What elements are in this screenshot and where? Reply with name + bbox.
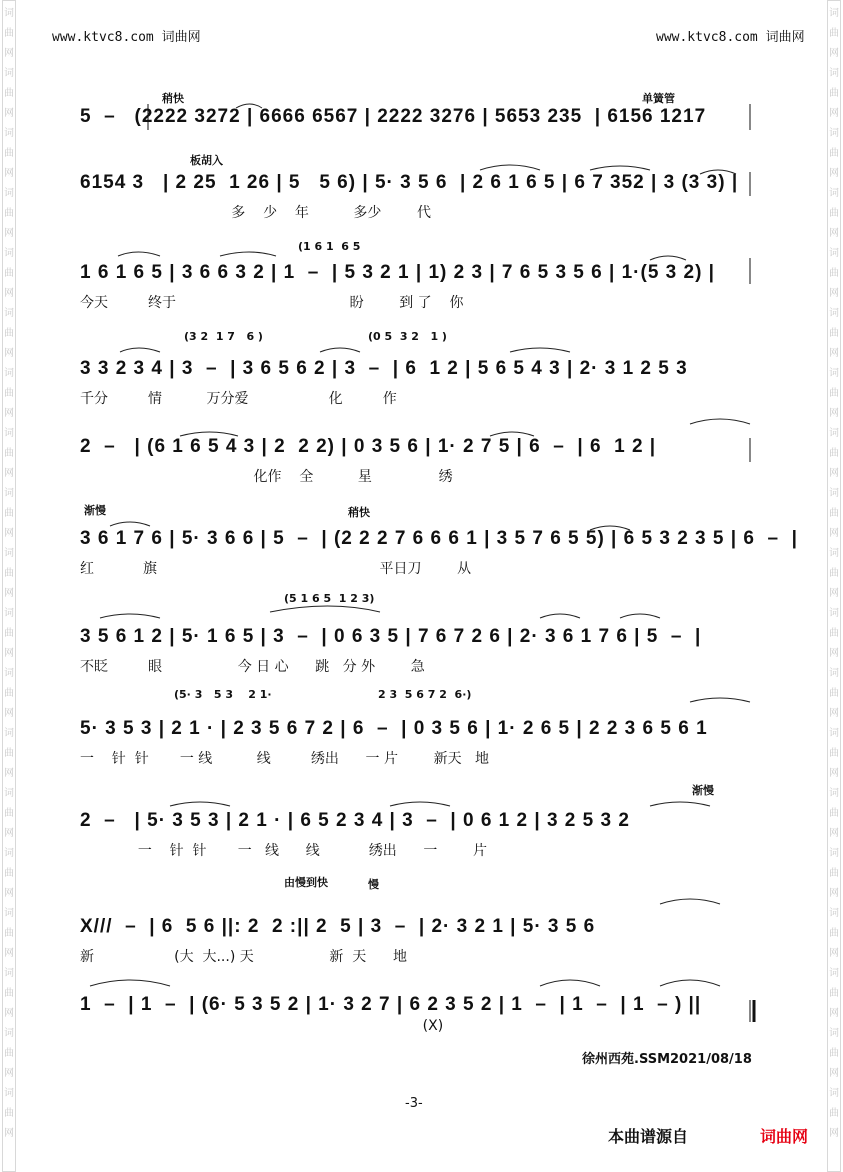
tempo-annotation: 稍快	[348, 506, 370, 519]
ornament-annotation: (0 5 3 2 1 )	[368, 330, 447, 343]
watermark-char: 网	[4, 528, 14, 539]
watermark-char: 网	[4, 648, 14, 659]
watermark-char: 词	[829, 788, 839, 799]
watermark-char: 曲	[4, 1108, 14, 1119]
watermark-char: 曲	[4, 88, 14, 99]
watermark-char: 曲	[829, 388, 839, 399]
watermark-char: 词	[4, 68, 14, 79]
watermark-char: 词	[829, 848, 839, 859]
watermark-char: 词	[4, 728, 14, 739]
watermark-char: 曲	[829, 28, 839, 39]
watermark-char: 网	[4, 48, 14, 59]
watermark-char: 词	[829, 128, 839, 139]
watermark-char: 网	[4, 1068, 14, 1079]
watermark-char: 词	[4, 908, 14, 919]
watermark-char: 网	[829, 948, 839, 959]
watermark-char: 曲	[829, 1048, 839, 1059]
watermark-char: 词	[4, 788, 14, 799]
instrument-annotation: 单簧管	[642, 92, 675, 105]
watermark-char: 词	[829, 8, 839, 19]
watermark-char: 网	[4, 588, 14, 599]
watermark-char: 曲	[829, 268, 839, 279]
watermark-char: 曲	[4, 328, 14, 339]
watermark-char: 词	[829, 1028, 839, 1039]
watermark-char: 网	[829, 1068, 839, 1079]
source-brand-link[interactable]: 词曲网	[760, 1127, 809, 1146]
watermark-char: 词	[829, 68, 839, 79]
watermark-char: 词	[4, 308, 14, 319]
watermark-char: 词	[829, 368, 839, 379]
notation-line: 5· 3 5 3 | 2 1 · | 2 3 5 6 7 2 | 6 – | 0 3 5 6 | 1· 2 6 5 | 2 2 3 6 5 6 1	[80, 718, 708, 739]
watermark-char: 网	[4, 828, 14, 839]
notation-line: 1 – | 1 – | (6· 5 3 5 2 | 1· 3 2 7 | 6 2 3 5 2 | 1 – | 1 – | 1 – ) ||	[80, 994, 702, 1015]
watermark-char: 网	[829, 528, 839, 539]
watermark-char: 词	[4, 1028, 14, 1039]
watermark-char: 词	[829, 428, 839, 439]
signature: 徐州西苑.SSM2021/08/18	[582, 1052, 752, 1067]
lyrics-line: 新 (大 大...) 天 新 天 地	[80, 949, 407, 965]
watermark-char: 词	[829, 188, 839, 199]
notation-line: 5 – (2222 3272 | 6666 6567 | 2222 3276 | 5653 235 | 6156 1217	[80, 106, 707, 127]
watermark-char: 网	[829, 288, 839, 299]
watermark-char: 词	[4, 368, 14, 379]
watermark-char: 网	[4, 708, 14, 719]
watermark-char: 曲	[829, 868, 839, 879]
watermark-char: 曲	[829, 1108, 839, 1119]
instrument-annotation: 板胡入	[190, 154, 223, 167]
watermark-char: 词	[829, 308, 839, 319]
watermark-char: 词	[4, 128, 14, 139]
watermark-char: 曲	[4, 868, 14, 879]
watermark-char: 网	[829, 1008, 839, 1019]
watermark-char: 网	[4, 1128, 14, 1139]
watermark-char: 曲	[4, 208, 14, 219]
watermark-char: 曲	[4, 688, 14, 699]
watermark-char: 词	[829, 908, 839, 919]
watermark-char: 网	[829, 108, 839, 119]
watermark-char: 词	[4, 848, 14, 859]
watermark-char: 曲	[4, 988, 14, 999]
watermark-char: 网	[4, 348, 14, 359]
lyrics-line: 化作 全 星 绣	[80, 469, 453, 485]
watermark-char: 网	[4, 948, 14, 959]
lyrics-line: 多 少 年 多少 代	[80, 205, 432, 221]
watermark-char: 网	[829, 348, 839, 359]
watermark-char: 词	[829, 248, 839, 259]
watermark-char: 网	[4, 288, 14, 299]
tempo-annotation: 渐慢	[84, 504, 106, 517]
watermark-char: 词	[829, 608, 839, 619]
lyrics-line: 今天 终于 盼 到 了 你	[80, 295, 464, 311]
watermark-char: 词	[4, 1088, 14, 1099]
watermark-char: 曲	[4, 28, 14, 39]
lyrics-line: (X)	[80, 1018, 444, 1034]
page-number: -3-	[405, 1096, 423, 1111]
lyrics-line: 千分 情 万分爱 化 作	[80, 391, 397, 407]
watermark-char: 网	[829, 588, 839, 599]
ornament-annotation: (5· 3 5 3 2 1·	[174, 688, 272, 701]
watermark-char: 曲	[4, 148, 14, 159]
ornament-annotation: (1 6 1 6 5	[298, 240, 361, 253]
notation-line: 2 – | (6 1 6 5 4 3 | 2 2 2) | 0 3 5 6 | 1· 2 7 5 | 6 – | 6 1 2 |	[80, 436, 657, 457]
notation-line: 6154 3 | 2 25 1 26 | 5 5 6) | 5· 3 5 6 | 2 6 1 6 5 | 6 7 352 | 3 (3 3) |	[80, 172, 739, 193]
watermark-char: 网	[4, 468, 14, 479]
watermark-char: 曲	[829, 568, 839, 579]
watermark-char: 网	[829, 48, 839, 59]
watermark-char: 网	[829, 168, 839, 179]
watermark-char: 词	[829, 548, 839, 559]
watermark-char: 曲	[829, 88, 839, 99]
right-watermark-strip	[827, 0, 841, 1172]
header-url-left: www.ktvc8.com 词曲网	[52, 30, 201, 45]
notation-line: 3 5 6 1 2 | 5· 1 6 5 | 3 – | 0 6 3 5 | 7 6 7 2 6 | 2· 3 6 1 7 6 | 5 – |	[80, 626, 702, 647]
tempo-annotation: 慢	[368, 878, 379, 891]
lyrics-line: 一 针 针 一 线 线 绣出 一 片	[80, 843, 488, 859]
ornament-annotation: (5 1 6 5 1 2 3)	[284, 592, 375, 605]
watermark-char: 曲	[4, 1048, 14, 1059]
header-url-right: www.ktvc8.com 词曲网	[656, 30, 805, 45]
notation-line: 3 3 2 3 4 | 3 – | 3 6 5 6 2 | 3 – | 6 1 2 | 5 6 5 4 3 | 2· 3 1 2 5 3	[80, 358, 688, 379]
watermark-char: 网	[4, 888, 14, 899]
watermark-char: 词	[829, 488, 839, 499]
notation-line: 2 – | 5· 3 5 3 | 2 1 · | 6 5 2 3 4 | 3 – | 0 6 1 2 | 3 2 5 3 2	[80, 810, 630, 831]
watermark-char: 词	[4, 668, 14, 679]
watermark-char: 网	[829, 768, 839, 779]
watermark-char: 网	[829, 648, 839, 659]
watermark-char: 词	[4, 488, 14, 499]
notation-line: X/// – | 6 5 6 ||: 2 2 :|| 2 5 | 3 – | 2· 3 2 1 | 5· 3 5 6	[80, 916, 596, 937]
watermark-char: 词	[4, 188, 14, 199]
watermark-char: 曲	[4, 388, 14, 399]
watermark-char: 曲	[829, 748, 839, 759]
lyrics-line: 不眨 眼 今 日 心 跳 分 外 急	[80, 659, 425, 675]
watermark-char: 网	[829, 708, 839, 719]
watermark-char: 词	[4, 968, 14, 979]
watermark-char: 曲	[829, 148, 839, 159]
watermark-char: 网	[829, 1128, 839, 1139]
watermark-char: 网	[829, 228, 839, 239]
watermark-char: 词	[4, 8, 14, 19]
watermark-char: 词	[829, 1088, 839, 1099]
watermark-char: 词	[4, 248, 14, 259]
watermark-char: 曲	[829, 208, 839, 219]
watermark-char: 词	[829, 728, 839, 739]
left-watermark-strip	[2, 0, 16, 1172]
watermark-char: 曲	[829, 508, 839, 519]
watermark-char: 词	[4, 548, 14, 559]
watermark-char: 网	[829, 408, 839, 419]
watermark-char: 曲	[829, 328, 839, 339]
watermark-char: 词	[829, 668, 839, 679]
watermark-char: 曲	[4, 508, 14, 519]
lyrics-line: 红 旗 平日刀 从	[80, 561, 472, 577]
watermark-char: 曲	[829, 448, 839, 459]
watermark-char: 网	[4, 1008, 14, 1019]
watermark-char: 网	[4, 408, 14, 419]
watermark-char: 曲	[4, 628, 14, 639]
notation-line: 3 6 1 7 6 | 5· 3 6 6 | 5 – | (2 2 2 7 6 6 6 1 | 3 5 7 6 5 5) | 6 5 3 2 3 5 | 6 – |	[80, 528, 798, 549]
watermark-char: 曲	[829, 928, 839, 939]
notation-line: 1 6 1 6 5 | 3 6 6 3 2 | 1 – | 5 3 2 1 | 1) 2 3 | 7 6 5 3 5 6 | 1·(5 3 2) |	[80, 262, 715, 283]
watermark-char: 网	[829, 888, 839, 899]
watermark-char: 曲	[4, 748, 14, 759]
tempo-annotation: 由慢到快	[284, 876, 328, 889]
watermark-char: 词	[4, 428, 14, 439]
tempo-annotation: 渐慢	[692, 784, 714, 797]
watermark-char: 曲	[829, 808, 839, 819]
watermark-char: 网	[4, 768, 14, 779]
source-label: 本曲谱源自	[608, 1127, 689, 1146]
watermark-char: 网	[4, 108, 14, 119]
watermark-char: 曲	[829, 988, 839, 999]
ornament-annotation: 2 3 5 6 7 2 6·)	[378, 688, 472, 701]
watermark-char: 网	[4, 168, 14, 179]
watermark-char: 网	[4, 228, 14, 239]
lyrics-line: 一 针 针 一 线 线 绣出 一 片 新天 地	[80, 751, 489, 767]
watermark-char: 曲	[829, 688, 839, 699]
watermark-char: 词	[4, 608, 14, 619]
watermark-char: 曲	[4, 448, 14, 459]
watermark-char: 曲	[4, 808, 14, 819]
watermark-char: 曲	[4, 568, 14, 579]
watermark-char: 词	[829, 968, 839, 979]
ornament-annotation: (3 2 1 7 6 )	[184, 330, 263, 343]
watermark-char: 曲	[4, 928, 14, 939]
tempo-annotation: 稍快	[162, 92, 184, 105]
watermark-char: 曲	[829, 628, 839, 639]
watermark-char: 网	[829, 828, 839, 839]
watermark-char: 网	[829, 468, 839, 479]
watermark-char: 曲	[4, 268, 14, 279]
